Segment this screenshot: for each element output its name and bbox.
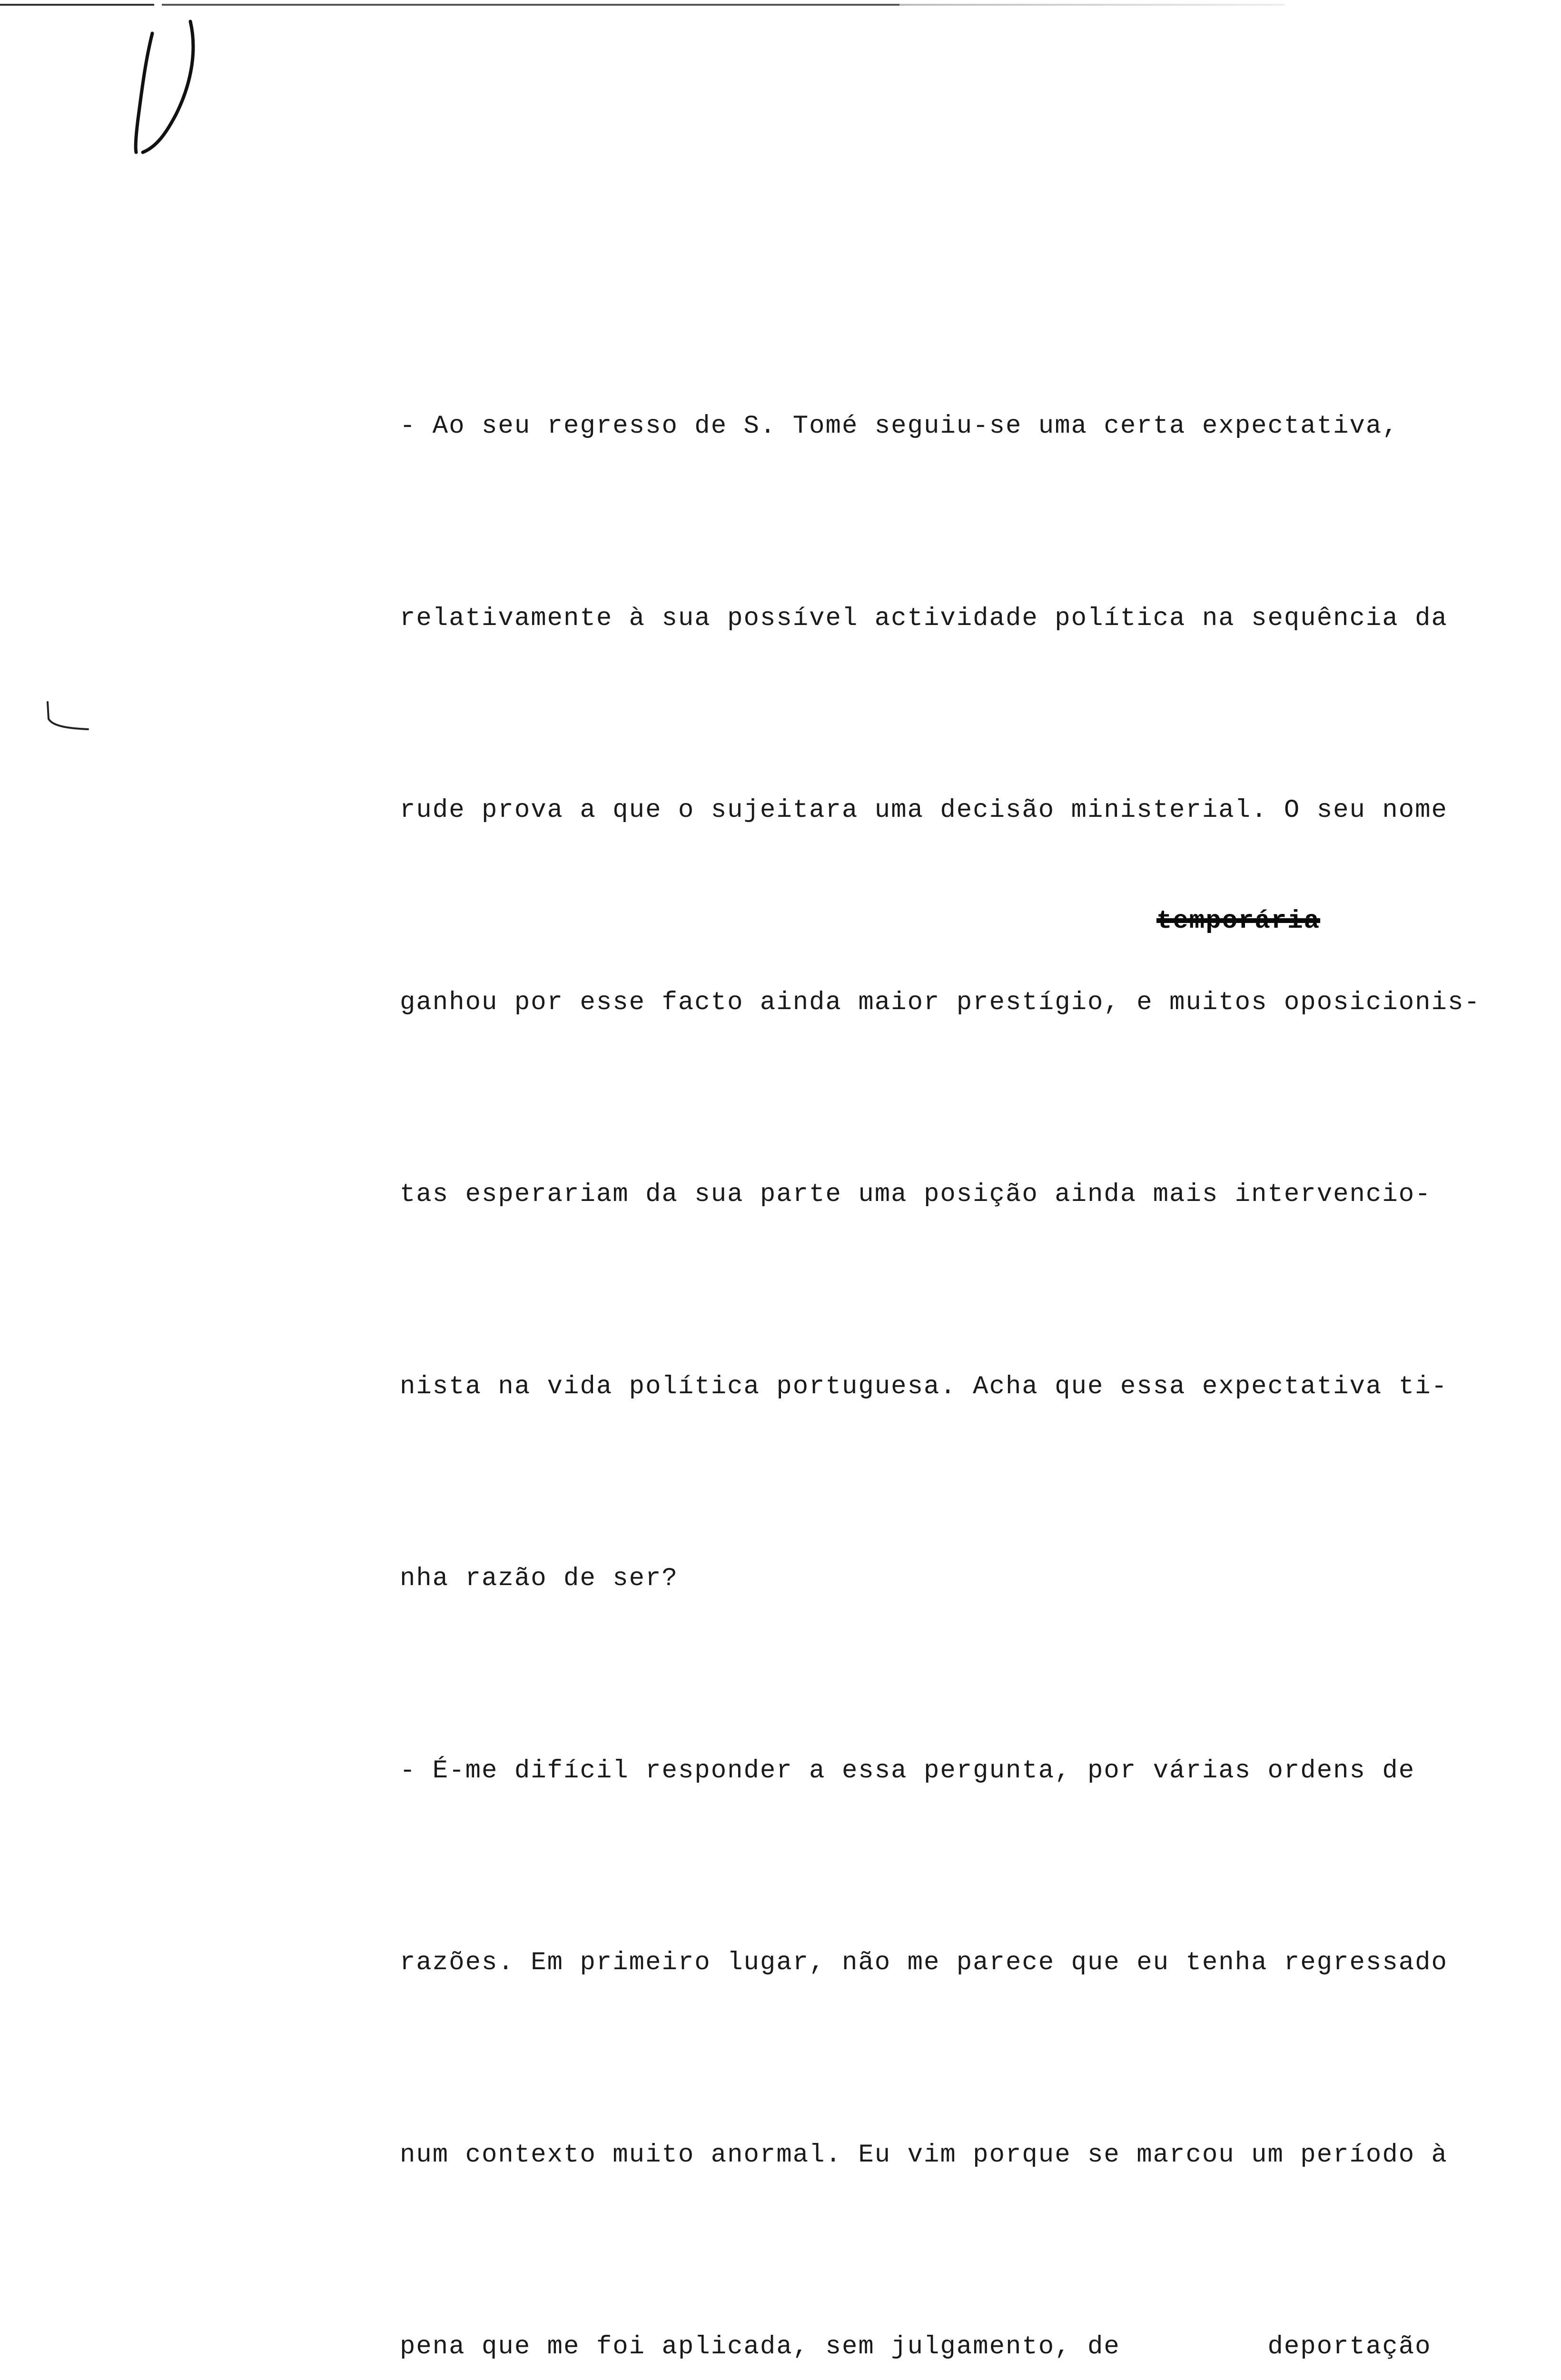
text-line: - É-me difícil responder a essa pergunta, por várias ordens de: [400, 1756, 1415, 1785]
margin-tick-mark: [43, 700, 90, 738]
text-line: ganhou por esse facto ainda maior prestígio, e muitos oposicionis-: [400, 988, 1481, 1017]
text-line: relativamente à sua possível actividade política na sequência da: [400, 604, 1448, 633]
text-line: [400, 2315, 1551, 2380]
top-rule: [0, 4, 1285, 6]
text-line: nista na vida política portuguesa. Acha que essa expectativa ti-: [400, 1372, 1448, 1401]
text-line: rude prova a que o sujeitara uma decisão ministerial. O seu nome: [400, 796, 1448, 825]
text-line: razões. Em primeiro lugar, não me parece que eu tenha regressado: [400, 1948, 1448, 1977]
line-text: pena que me foi aplicada, sem julgamento, de deportação: [400, 2332, 1432, 2361]
text-line: nha razão de ser?: [400, 1564, 678, 1593]
handwritten-folio-mark: [119, 10, 205, 162]
typed-text-body: [400, 267, 1551, 2380]
text-line: - Ao seu regresso de S. Tomé seguiu-se uma certa expectativa,: [400, 412, 1399, 441]
struck-word-overlay: temporária: [1156, 907, 1321, 936]
text-line: tas esperariam da sua parte uma posição ainda mais intervencio-: [400, 1180, 1432, 1209]
text-line: num contexto muito anormal. Eu vim porque se marcou um período à: [400, 2140, 1448, 2170]
